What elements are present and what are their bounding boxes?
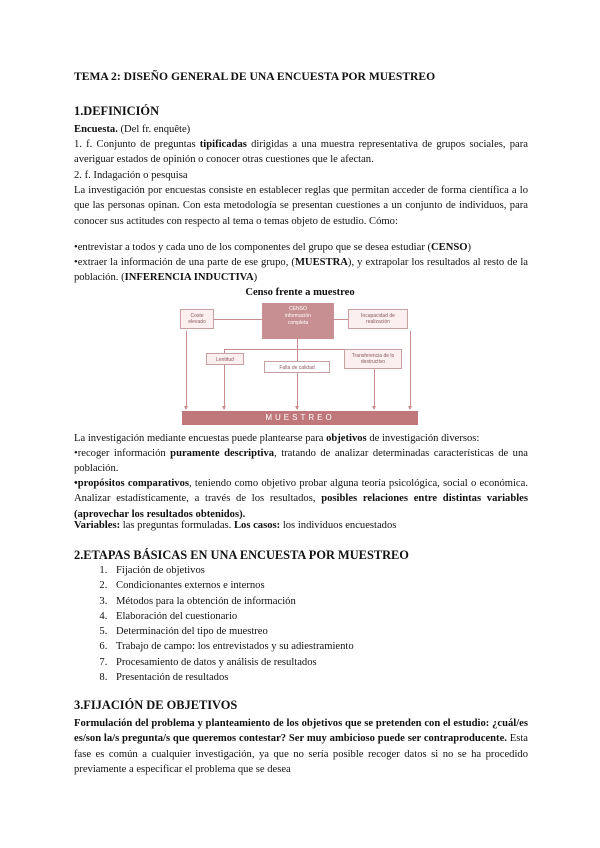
bullet-descriptiva-text: •recoger información: [74, 448, 171, 459]
connector-line: [214, 319, 262, 320]
paragraph-objetivos-intro: [74, 431, 528, 446]
list-item: 5. Determinación del tipo de muestreo: [110, 624, 354, 639]
box-coste: [180, 309, 214, 329]
definition-1-bold: tipificadas: [199, 139, 247, 150]
definition-2: 2. f. Indagación o pesquisa: [74, 170, 188, 181]
connector-line: [410, 331, 411, 409]
paragraph-fijacion: [74, 716, 528, 777]
box-falta-calidad: [264, 361, 330, 373]
section-heading-etapas: 2.ETAPAS BÁSICAS EN UNA ENCUESTA POR MUESTREO: [74, 548, 409, 562]
bullet-comparativos-bold: •propósitos comparativos: [74, 478, 190, 489]
casos-label: Los casos:: [233, 520, 281, 531]
box-censo-sub: información: [285, 313, 311, 319]
arrow-down-icon: [184, 406, 188, 410]
box-coste-label: Coste: [190, 313, 204, 319]
variables-label: Variables:: [74, 520, 121, 531]
connector-line: [224, 365, 225, 409]
fijacion-bold: Formulación del problema y planteamiento de los objetivos que se pretenden con el estudio: ¿cuál/es es/son la/s pregunta/s que queremos contestar? Ser muy ambicioso puede ser contraproducente.: [74, 718, 528, 745]
paragraph-investigacion: La investigación por encuestas consiste en establecer reglas que permitan acceder de forma científica a lo que las personas opinan. Con esta metodología se presentan cuestiones a un conjunto de individuos, para conocer sus actitudes con respecto al tema o temas objeto de estudio. Cómo:: [74, 185, 528, 227]
bullet-descriptiva-bold: puramente descriptiva: [170, 448, 275, 459]
variables-text: las preguntas formuladas.: [120, 520, 234, 531]
section-heading-fijacion: 3.FIJACIÓN DE OBJETIVOS: [74, 698, 238, 712]
etapas-list: [74, 563, 354, 685]
encuesta-term-line: [74, 122, 528, 137]
bullet-muestra-text: •extraer la información de una parte de ese grupo, (: [74, 257, 295, 268]
bullet-comparativos: [74, 476, 528, 522]
bullet-muestra-close: ): [253, 272, 258, 284]
box-muestreo: MUESTREO: [182, 411, 418, 425]
box-coste-label-2: elevado: [188, 319, 206, 325]
bullet-muestra-mid: ), y extrapolar los resultados al resto de la población. (: [74, 257, 528, 284]
box-incapacidad-label-2: realización: [366, 319, 390, 325]
list-item: 6. Trabajo de campo: los entrevistados y su adiestramiento: [110, 639, 354, 654]
box-transferencia-label: Transferencia de lo: [351, 353, 395, 359]
bullet-censo: [74, 240, 528, 255]
connector-line: [297, 339, 298, 361]
connector-line: [374, 369, 375, 409]
box-incapacidad: [348, 309, 408, 329]
list-item: 4. Elaboración del cuestionario: [110, 609, 354, 624]
list-item: 3. Métodos para la obtención de información: [110, 594, 354, 609]
list-item: 8. Presentación de resultados: [110, 670, 354, 685]
box-lentitud-label: Lentitud: [216, 357, 234, 363]
objetivos-intro-rest: de investigación diversos:: [366, 433, 480, 444]
list-item: 7. Procesamiento de datos y análisis de resultados: [110, 655, 354, 670]
box-incapacidad-label: Incapacidad de: [361, 313, 395, 319]
arrow-down-icon: [372, 406, 376, 410]
bullet-comparativos-text: , teniendo como objetivo probar alguna teoría psicológica, social o económica. Analizar estadísticamente, a través de los resultados,: [74, 478, 528, 505]
encuesta-etymology: (Del fr. enquête): [117, 124, 191, 135]
bullet-descriptiva-rest: , tratando de analizar determinadas características de una población.: [74, 448, 528, 475]
bullet-muestra: [74, 255, 528, 286]
bullet-inferencia-bold: INFERENCIA INDUCTIVA: [124, 272, 254, 284]
encuesta-term: Encuesta.: [74, 124, 118, 135]
bullet-descriptiva: [74, 446, 528, 477]
connector-line: [297, 373, 298, 409]
box-censo: [262, 303, 334, 339]
box-censo-label: CENSO: [289, 306, 307, 312]
casos-text: los individuos encuestados: [280, 520, 397, 531]
bullet-comparativos-bold-2: posibles relaciones entre distintas variables (aprovechar los resultados obtenidos).: [74, 493, 528, 520]
fijacion-text: Esta fase es común a cualquier investigación, ya que no sería posible recoger datos si no se ha procedido previamente a especificar el problema que se desea: [74, 733, 528, 775]
section-heading-definicion: 1.DEFINICIÓN: [74, 104, 160, 118]
document-title: TEMA 2: DISEÑO GENERAL DE UNA ENCUESTA POR MUESTREO: [74, 70, 436, 83]
arrow-down-icon: [295, 406, 299, 410]
objetivos-intro-bold: objetivos: [326, 433, 367, 444]
list-item: 2. Condicionantes externos e internos: [110, 578, 354, 593]
box-lentitud: [206, 353, 244, 365]
arrow-down-icon: [408, 406, 412, 410]
variables-line: [74, 518, 528, 533]
definition-1: [74, 137, 528, 168]
definition-1-text: 1. f. Conjunto de preguntas: [74, 139, 200, 150]
figure-caption: Censo frente a muestreo: [245, 287, 355, 298]
box-censo-sub-2: completa: [287, 320, 309, 326]
objetivos-intro-text: La investigación mediante encuestas puede plantearse para: [74, 433, 327, 444]
censo-muestreo-diagram: [180, 303, 420, 427]
bullet-censo-close: ): [467, 242, 472, 253]
box-transferencia-label-2: destructivo: [360, 359, 386, 365]
connector-line: [186, 331, 187, 409]
bullet-censo-text: •entrevistar a todos y cada uno de los componentes del grupo que se desea estudiar (: [74, 242, 432, 253]
arrow-down-icon: [222, 406, 226, 410]
bullet-muestra-bold: MUESTRA: [294, 257, 348, 268]
box-falta-calidad-label: Falta de calidad: [279, 365, 315, 371]
bullet-censo-bold: CENSO: [431, 242, 468, 253]
definition-1-rest: dirigidas a una muestra representativa de grupos sociales, para averiguar estados de opinión o conocer otras cuestiones que le afectan.: [74, 139, 528, 166]
list-item: 1. Fijación de objetivos: [110, 563, 354, 578]
box-transferencia: [344, 349, 402, 369]
